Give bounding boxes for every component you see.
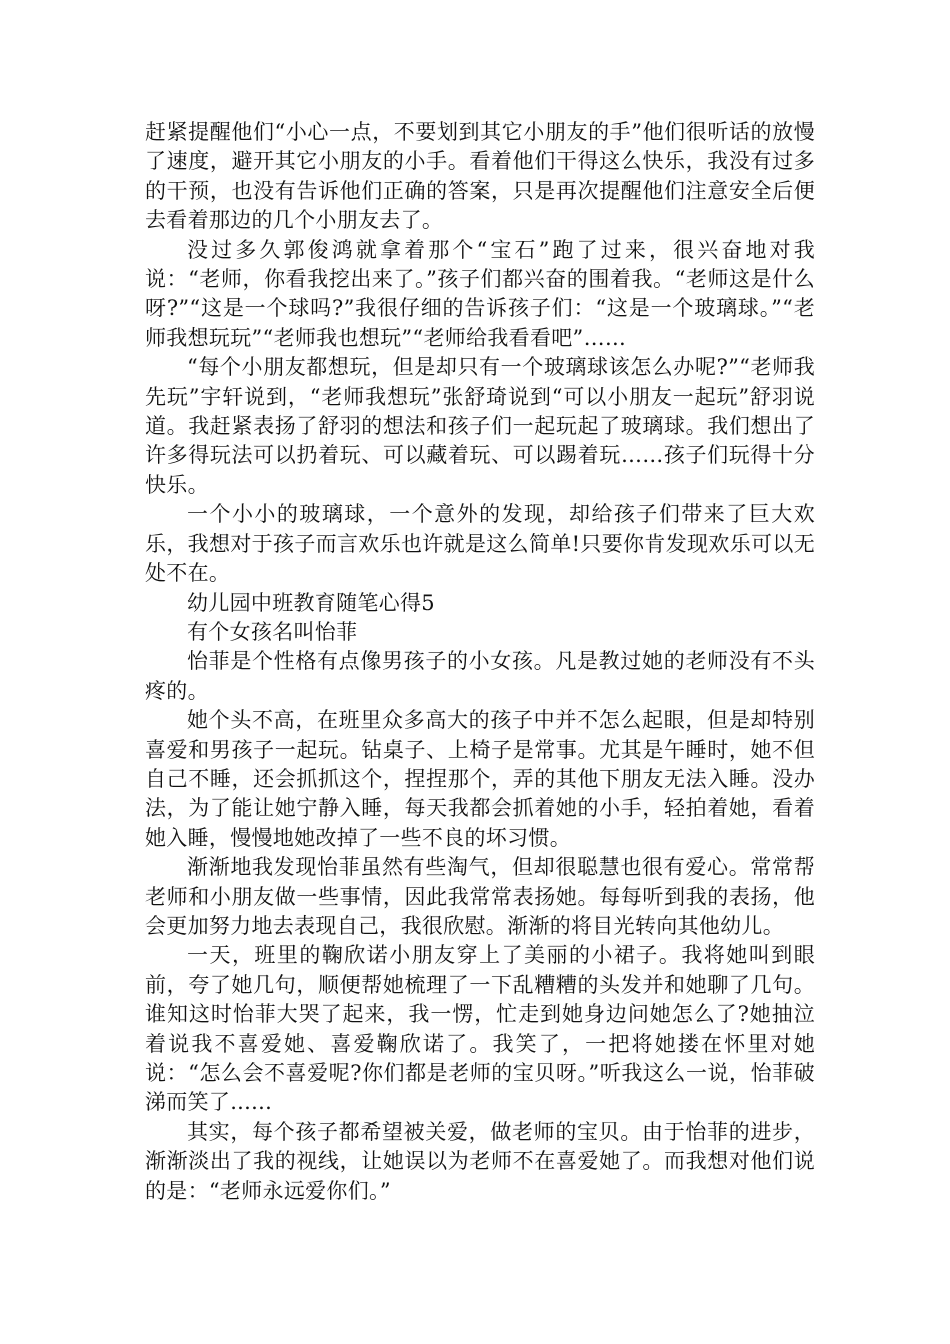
paragraph-gemstone: 没过多久郭俊鸿就拿着那个“宝石”跑了过来，很兴奋地对我说：“老师，你看我挖出来了。”孩子们都兴奋的围着我。“老师这是什么呀?”“这是一个球吗?”我很仔细的告诉孩子们：“这是一个玻璃球。”“老师我想玩玩”“老师我也想玩”“老师给我看看吧”…… (145, 237, 815, 350)
paragraph-reflection: 其实，每个孩子都希望被关爱，做老师的宝贝。由于怡菲的进步，渐渐淡出了我的视线，让她误以为老师不在喜爱她了。而我想对他们说的是：“老师永远爱你们。” (145, 1119, 815, 1203)
paragraph-continuation: 赶紧提醒他们“小心一点，不要划到其它小朋友的手”他们很听话的放慢了速度，避开其它小朋友的小手。看着他们干得这么快乐，我没有过多的干预，也没有告诉他们正确的答案，只是再次提醒他们注意安全后便去看着那边的几个小朋友去了。 (145, 120, 815, 233)
paragraph-intro: 怡菲是个性格有点像男孩子的小女孩。凡是教过她的老师没有不头疼的。 (145, 649, 815, 703)
paragraph-conclusion: 一个小小的玻璃球，一个意外的发现，却给孩子们带来了巨大欢乐，我想对于孩子而言欢乐也许就是这么简单!只要你肯发现欢乐可以无处不在。 (145, 502, 815, 586)
paragraph-naptime: 她个头不高，在班里众多高大的孩子中并不怎么起眼，但是却特别喜爱和男孩子一起玩。钻桌子、上椅子是常事。尤其是午睡时，她不但自己不睡，还会抓抓这个，捏捏那个，弄的其他下朋友无法入睡。没办法，为了能让她宁静入睡，每天我都会抓着她的小手，轻拍着她，看着她入睡，慢慢地她改掉了一些不良的坏习惯。 (145, 708, 815, 850)
document-page (145, 118, 815, 1206)
paragraph-praise: 渐渐地我发现怡菲虽然有些淘气，但却很聪慧也很有爱心。常常帮老师和小朋友做一些事情，因此我常常表扬她。每每听到我的表扬，他会更加努力地去表现自己，我很欣慰。渐渐的将目光转向其他幼儿。 (145, 855, 815, 938)
paragraph-one-day: 一天，班里的鞠欣诺小朋友穿上了美丽的小裙子。我将她叫到眼前，夸了她几句，顺便帮她梳理了一下乱糟糟的头发并和她聊了几句。谁知这时怡菲大哭了起来，我一愣，忙走到她身边问她怎么了?她抽泣着说我不喜爱她、喜爱鞠欣诺了。我笑了，一把将她搂在怀里对她说：“怎么会不喜爱呢?你们都是老师的宝贝呀。”听我这么一说，怡菲破涕而笑了...... (145, 943, 815, 1115)
section-title: 幼儿园中班教育随笔心得5 (187, 590, 435, 615)
story-title: 有个女孩名叫怡菲 (187, 619, 358, 644)
paragraph-sharing: “每个小朋友都想玩，但是却只有一个玻璃球该怎么办呢?”“老师我先玩”宇轩说到，“老师我想玩”张舒琦说到“可以小朋友一起玩”舒羽说道。我赶紧表扬了舒羽的想法和孩子们一起玩起了玻璃球。我们想出了许多得玩法可以扔着玩、可以藏着玩、可以踢着玩……孩子们玩得十分快乐。 (145, 355, 815, 497)
